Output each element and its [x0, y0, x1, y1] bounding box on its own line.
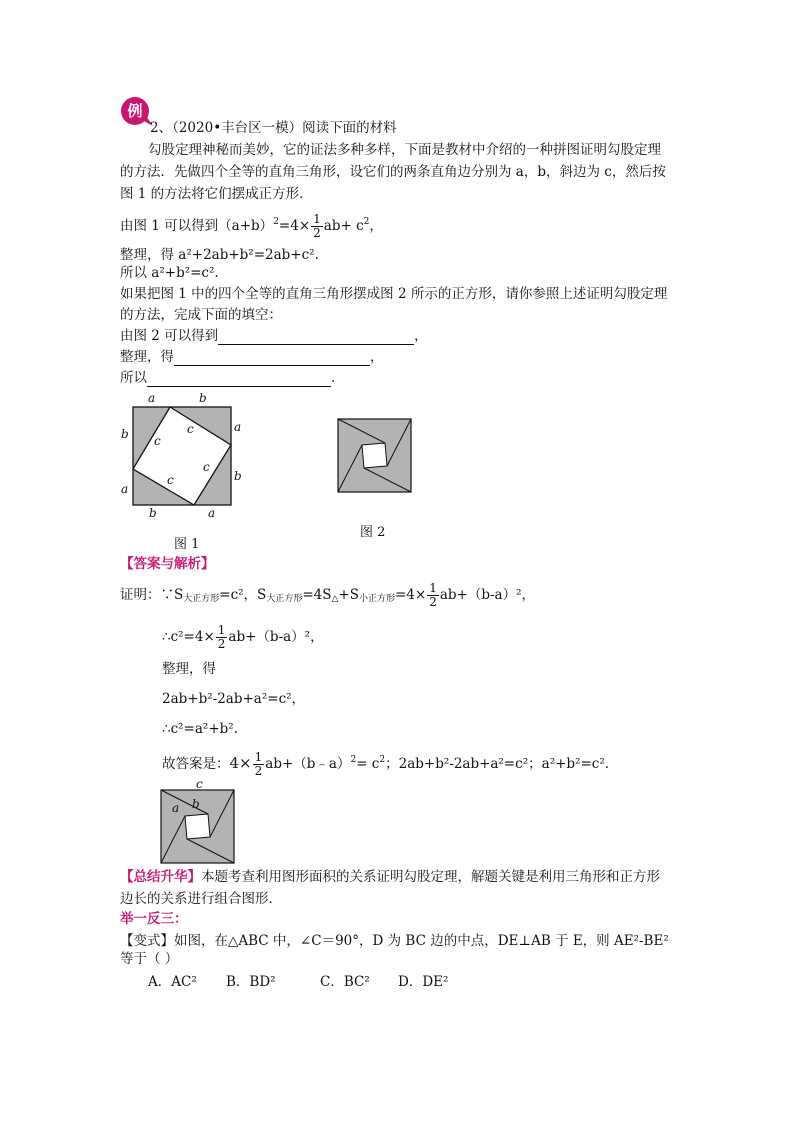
figure-2 — [337, 418, 413, 494]
fraction-half: $\frac{1}{2}$ — [313, 212, 321, 240]
fill3-blank[interactable] — [147, 372, 331, 387]
summary-heading: 【总结升华】 — [120, 869, 201, 885]
summary-line-1: 【总结升华】本题考查利用图形面积的关系证明勾股定理，解题关键是利用三角形和正方形 — [120, 869, 660, 885]
option-d[interactable]: D．DE² — [398, 974, 449, 990]
figure-1 — [115, 390, 255, 520]
fill-line-2: 整理，得 ， — [120, 349, 384, 365]
fill-line-1: 由图 2 可以得到 ， — [120, 328, 428, 344]
fill1-blank[interactable] — [218, 330, 414, 345]
answer-heading: 【答案与解析】 — [120, 556, 215, 572]
example-number: 2 — [150, 120, 159, 136]
equation-1 — [120, 207, 383, 241]
fig1-label-bottom-a: a — [208, 506, 216, 520]
example-title — [150, 119, 397, 137]
fraction-half: $\frac{1}{2}$ — [254, 750, 263, 778]
eq1-prefix: 由图 1 可以得到（a+b） — [120, 218, 274, 234]
fill-line-3: 所以 . — [120, 370, 336, 386]
material-line-4: 如果把图 1 中的四个全等的直角三角形摆成图 2 所示的正方形，请你参照上述证明勾股定理 — [120, 286, 668, 302]
fig1-label-right-a: a — [234, 420, 242, 434]
material-line-3: 图 1 的方法将它们摆成正方形． — [120, 186, 313, 202]
variant-question-2: 等于（ ） — [120, 951, 179, 967]
option-c[interactable]: C．BC² — [320, 974, 370, 990]
fill1-label: 由图 2 可以得到 — [120, 328, 219, 344]
example-source: 、（2020•丰台区一模）阅读下面的材料 — [158, 120, 397, 136]
fraction-half: $\frac{1}{2}$ — [217, 623, 226, 651]
fill2-label: 整理，得 — [120, 349, 174, 365]
fig1-label-top-a: a — [148, 391, 156, 405]
fig1-label-bottom-b: b — [149, 506, 157, 520]
figure-3 — [155, 778, 240, 864]
fig1-label-c2: c — [187, 422, 194, 436]
fig1-label-top-b: b — [199, 391, 207, 405]
fill2-blank[interactable] — [174, 351, 370, 366]
proof-line-4: 2ab+b²-2ab+a²=c²， — [162, 691, 306, 707]
figure-2-caption: 图 2 — [360, 525, 386, 540]
fig1-label-c3: c — [203, 460, 210, 474]
fraction-half: $\frac{1}{2}$ — [429, 581, 437, 609]
fig3-label-b: b — [192, 797, 200, 811]
material-line-2: 的方法．先做四个全等的直角三角形，设它们的两条直角边分别为 a，b，斜边为 c，然后按 — [120, 164, 666, 180]
equation-3: 所以 a²+b²=c². — [120, 265, 219, 281]
example-badge-icon — [120, 96, 154, 128]
fig1-label-left-a: a — [121, 482, 129, 496]
fig1-label-left-b: b — [121, 427, 129, 441]
eq1-end: ， — [369, 218, 383, 234]
figure-1-caption: 图 1 — [174, 537, 200, 552]
eq1-suffix: ab+ c — [323, 218, 364, 234]
fill3-label: 所以 — [120, 370, 147, 386]
proof-line-1: 证明：$\because S_{大正方形}=c^2$，$S_{大正方形}=4S_\triangle+S_{小正方形}=4\times$ $\frac{1}{2}$ ab+（b-a）²， — [120, 581, 536, 609]
variant-heading: 举一反三： — [120, 911, 188, 927]
final-answer: 故答案是：4× $\frac{1}{2}$ ab+（b﹣a）$^2$= $c^2$；2ab+b²-2ab+a²=c²；a²+b²=c². — [162, 750, 610, 778]
fig1-label-right-b: b — [234, 469, 242, 483]
proof-line-3: 整理，得 — [162, 661, 216, 677]
fig1-label-c4: c — [167, 473, 174, 487]
proof-line-5: ∴c²=a²+b². — [162, 721, 238, 737]
option-b[interactable]: B．BD² — [226, 974, 276, 990]
fig1-label-c1: c — [154, 434, 161, 448]
material-line-5: 的方法，完成下面的填空： — [120, 307, 282, 323]
option-a[interactable]: A．AC² — [148, 974, 197, 990]
badge-text: 例 — [127, 102, 143, 120]
material-line-1: 勾股定理神秘而美妙，它的证法多种多样，下面是教材中介绍的一种拼图证明勾股定理 — [148, 142, 661, 158]
eq1-exp: 2 — [273, 217, 279, 227]
fig3-label-c: c — [196, 778, 203, 791]
eq1-exp2: 2 — [363, 217, 370, 227]
summary-line-2: 边长的关系进行组合图形． — [120, 891, 282, 907]
eq1-mid: =4× — [278, 218, 311, 234]
proof-line-2: ∴c²=4× $\frac{1}{2}$ ab+（b-a）²， — [162, 623, 324, 651]
variant-question-1: 【变式】如图，在△ABC 中，∠C＝90°，D 为 BC 边的中点，DE⊥AB 于 E，则 AE²-BE² — [120, 933, 669, 949]
fig3-label-a: a — [172, 801, 180, 815]
equation-2: 整理，得 a²+2ab+b²=2ab+c². — [120, 247, 319, 263]
